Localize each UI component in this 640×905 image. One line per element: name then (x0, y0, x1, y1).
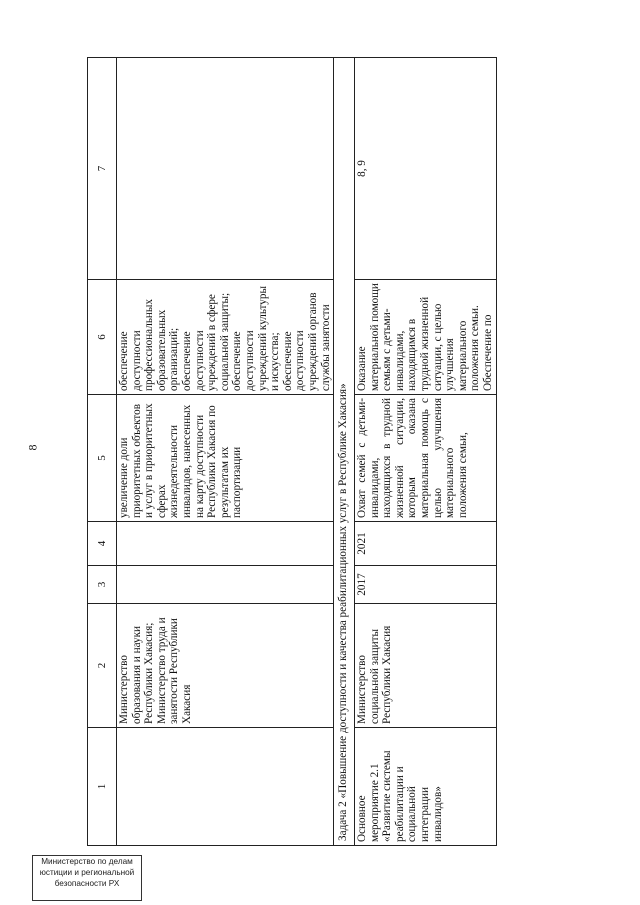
row1-executor-cell: Министерство образования и науки Республики Хакасия; Министерство труда и занятости Республики Хакасия (117, 604, 334, 728)
header-col-2: 2 (88, 604, 117, 728)
header-col-6: 6 (88, 280, 117, 395)
header-col-7: 7 (88, 58, 117, 280)
row2-indicator-cell: 8, 9 (355, 58, 497, 280)
row1-event-cell (117, 728, 334, 846)
row2-result-cell: Охват семей с детьми-инвалидами, находящихся в трудной жизненной ситуации, которым оказана материальная помощь с целью улучшения материального положения семьи, (355, 395, 497, 522)
row1-result-cell: увеличение доли приоритетных объектов и услуг в приоритетных сферах жизнедеятельности инвалидов, нанесенных на карту доступности Республики Хакасия по результатам их паспортизации (117, 395, 334, 522)
row1-content-cell: обеспечение доступности профессиональных образовательных организаций; обеспечение доступности учреждений в сфере социальной защиты; обеспечение доступности учреждений культуры и искусства; обеспечение доступности учреждений органов службы занятости (117, 280, 334, 395)
header-col-4: 4 (88, 522, 117, 566)
section-row (334, 58, 355, 846)
program-table-rotated (87, 58, 495, 846)
header-col-3: 3 (88, 566, 117, 604)
stamp-line-1: Министерство по делам (41, 857, 133, 866)
row2-event-cell: Основное мероприятие 2.1 «Развитие системы реабилитации и социальной интеграции инвалидов» (355, 728, 497, 846)
program-table (87, 57, 497, 846)
row2-content-cell: Оказание материальной помощи семьям с детьми-инвалидами, находящимся в трудной жизненной ситуации, с целью улучшения материального положения семьи. Обеспечение по (355, 280, 497, 395)
program-table-container (87, 58, 495, 846)
stamp-line-2: юстиции и региональной (39, 868, 135, 877)
row2-executor-cell: Министерство социальной защиты Республики Хакасия (355, 604, 497, 728)
row2-end-cell: 2021 (355, 522, 497, 566)
ministry-stamp (32, 855, 142, 901)
page-number: 8 (25, 444, 40, 451)
header-col-5: 5 (88, 395, 117, 522)
header-col-1: 1 (88, 728, 117, 846)
header-row (88, 58, 117, 846)
row2-start-cell: 2017 (355, 566, 497, 604)
stamp-line-3: безопасности РХ (54, 879, 120, 888)
section-task-2: Задача 2 «Повышение доступности и качества реабилитационных услуг в Республике Хакасия» (334, 58, 355, 846)
row1-end-cell (117, 522, 334, 566)
table-row (355, 58, 497, 846)
table-row (117, 58, 334, 846)
row1-indicator-cell (117, 58, 334, 280)
row1-start-cell (117, 566, 334, 604)
